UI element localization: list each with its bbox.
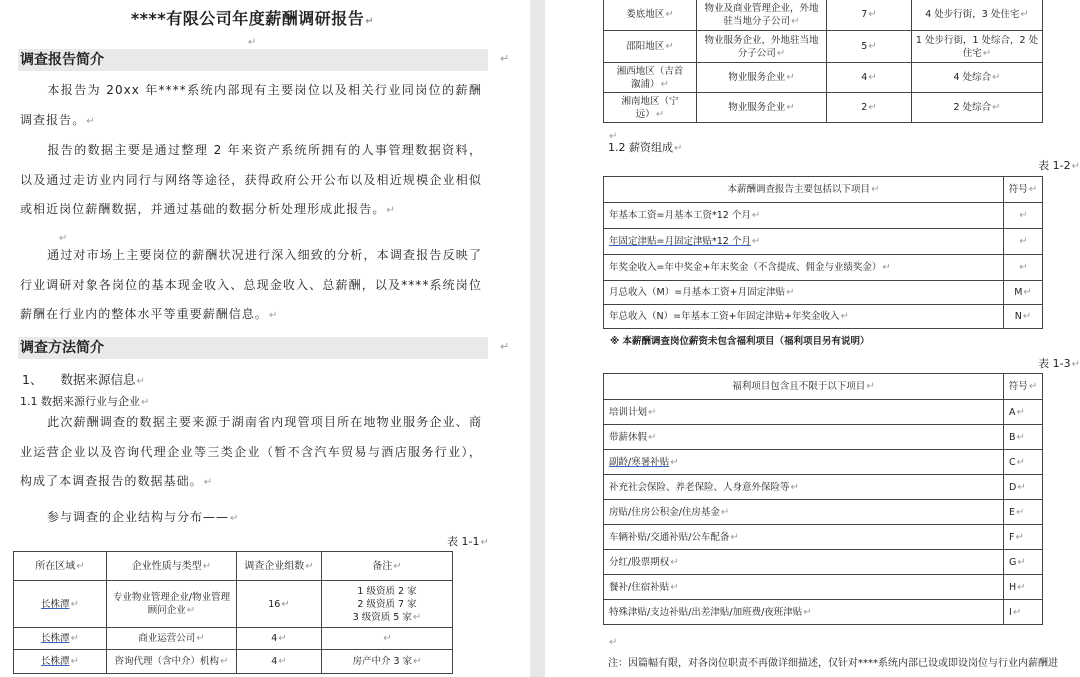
note-benefits-excluded: ※ 本薪酬调查岗位薪资未包含福利项目（福利项目另有说明）: [610, 336, 870, 347]
section-heading-intro: 调查报告简介: [18, 49, 488, 71]
table-row: 长株潭↵ 商业运营公司↵ 4↵ ↵: [14, 628, 453, 650]
table-row: 分红/股票期权↵ G↵: [604, 550, 1043, 575]
table-row: 月总收入（M）=月基本工资+月固定津贴↵ M↵: [604, 281, 1043, 305]
table-1-1-label: 表 1-1↵: [447, 535, 489, 548]
table-row: 娄底地区↵ 物业及商业管理企业，外地驻当地分子公司↵ 7↵ 4 处步行街，3 处住宅↵: [604, 0, 1043, 31]
section-heading-method: 调查方法简介: [18, 337, 488, 359]
subheading-1-1: 1.1 数据来源行业与企业↵: [20, 395, 150, 408]
table-row: 湘西地区（吉首溆浦）↵ 物业服务企业↵ 4↵ 4 处综合↵: [604, 63, 1043, 93]
table-row: 年总收入（N）=年基本工资+年固定津贴+年奖金收入↵ N↵: [604, 305, 1043, 329]
table-1-1-continued: [603, 0, 1043, 123]
table-header-row: 所在区域↵ 企业性质与类型↵ 调查企业组数↵ 备注↵: [14, 552, 453, 581]
table-row: 长株潭↵ 咨询代理（含中介）机构↵ 4↵ 房产中介 3 家↵: [14, 650, 453, 674]
table-row: 年固定津贴=月固定津贴*12 个月↵ ↵: [604, 229, 1043, 255]
table-header-row: 福利项目包含且不限于以下项目↵ 符号↵: [604, 374, 1043, 400]
paragraph-analysis: 通过对市场上主要岗位的薪酬状况进行深入细致的分析，本调查报告反映了行业调研对象各岗位的基本现金收入、总现金收入、总薪酬，以及****系统岗位薪酬在行业内的整体水平等重要薪酬信息。↵: [20, 248, 482, 321]
table-row: 带薪休假↵ B↵: [604, 425, 1043, 450]
table-1-2-label: 表 1-2↵: [1038, 159, 1080, 172]
table-row: 房贴/住房公积金/住房基金↵ E↵: [604, 500, 1043, 525]
paragraph-intro: 本报告为 20xx 年****系统内部现有主要岗位以及相关行业同岗位的薪酬调查报告。↵: [20, 83, 482, 127]
table-1-3: [603, 373, 1043, 625]
table-row: 特殊津贴/支边补贴/出差津贴/加班费/夜班津贴↵ I↵: [604, 600, 1043, 625]
table-row: 长株潭↵ 专业物业管理企业/物业管理顾问企业↵ 16↵ 1 级资质 2 家 2 级资质 7 家 3 级资质 5 家↵: [14, 581, 453, 628]
table-row: 补充社会保险、养老保险、人身意外保险等↵ D↵: [604, 475, 1043, 500]
table-header-row: 本薪酬调查报告主要包括以下项目↵ 符号↵: [604, 177, 1043, 203]
table-row: 年基本工资=月基本工资*12 个月↵ ↵: [604, 203, 1043, 229]
paragraph-industry: 此次薪酬调查的数据主要来源于湖南省内现管项目所在地物业服务企业、商业运营企业以及咨询代理企业等三类企业（暂不含汽车贸易与酒店服务行业），构成了本调查报告的数据基础。↵: [20, 415, 482, 488]
subheading-1-2: 1.2 薪资组成↵: [608, 141, 683, 154]
footnote-abbreviated: 注：因篇幅有限，对各岗位职责不再做详细描述，仅针对****系统内部已设或即设岗位与行业内薪酬进: [608, 658, 1058, 669]
table-row: 邵阳地区↵ 物业服务企业，外地驻当地分子公司↵ 5↵ 1 处步行街，1 处综合，2 处住宅↵: [604, 31, 1043, 63]
table-row: 餐补/住宿补贴↵ H↵: [604, 575, 1043, 600]
table-row: 培训计划↵ A↵: [604, 400, 1043, 425]
paragraph-structure: 参与调查的企业结构与分布——↵: [47, 510, 240, 524]
table-row: 副龄/寒暑补贴↵ C↵: [604, 450, 1043, 475]
table-1-1: [13, 551, 453, 674]
table-1-3-label: 表 1-3↵: [1038, 357, 1080, 370]
paragraph-data-source: 报告的数据主要是通过整理 2 年来资产系统所拥有的人事管理数据资料，以及通过走访业内同行与网络等途径，获得政府公开公布以及相近规模企业相似或相近岗位薪酬数据，并通过基础的数据分析处理形成此报告。↵: [20, 143, 482, 216]
table-1-2: [603, 176, 1043, 329]
table-row: 湘南地区（宁远）↵ 物业服务企业↵ 2↵ 2 处综合↵: [604, 93, 1043, 123]
table-row: 车辆补贴/交通补贴/公车配备↵ F↵: [604, 525, 1043, 550]
list-item-data-source: 1、 数据来源信息↵: [22, 372, 145, 387]
report-title: ****有限公司年度薪酬调研报告↵: [130, 9, 375, 28]
table-row: 年奖金收入=年中奖金+年末奖金（不含提成、佣金与业绩奖金）↵ ↵: [604, 255, 1043, 281]
document-page-left: ****有限公司年度薪酬调研报告↵ ↵ 调查报告简介 ↵ 本报告为 20xx 年****系统内部现有主要岗位以及相关行业同岗位的薪酬调查报告。↵ 报告的数据主要是通过整理 2 年来资产系统所拥有的人事管理数据资料，以及通过走访业内同行与网络等途径，获得政府公开公布以及相近规模企业相似或相近岗位薪酬数据，并通过基础的数据分析处理形成此报告。↵ ↵ 通过对市场上主要岗位的薪酬状况进行深入细致的分析，本调查报告反映了行业调研对象各岗位的基本现金收入、总现金收入、总薪酬，以及****系统岗位薪酬在行业内的整体水平等重要薪酬信息。↵ 调查方法简介 ↵ 1、 数据来源信息↵ 1.1 数据来源行业与企业↵ 此次薪酬调查的数据主要来源于湖南省内现管项目所在地物业服务企业、商业运营企业以及咨询代理企业等三类企业（暂不含汽车贸易与酒店服务行业），构成了本调查报告的数据基础。↵ 参与调查的企业结构与分布——↵ 表 1-1↵ 所在区域↵ 企业性质与类型↵ 调查企业组数↵ 备注↵ 长株潭↵ 专业物业管理企业/物业管理顾问企业↵ 16↵ 1 级资质 2 家 2 级资质 7 家 3 级资质 5 家↵ 长株潭↵ 商业运营公司↵ 4↵ ↵ 长株潭↵ 咨询代理（含中介）机构↵ 4↵ 房产中介 3 家↵: [0, 0, 530, 677]
document-page-right: 娄底地区↵ 物业及商业管理企业，外地驻当地分子公司↵ 7↵ 4 处步行街，3 处住宅↵ 邵阳地区↵ 物业服务企业，外地驻当地分子公司↵ 5↵ 1 处步行街，1 处综合，2 处住宅↵ 湘西地区（吉首溆浦）↵ 物业服务企业↵ 4↵ 4 处综合↵ 湘南地区（宁远）↵ 物业服务企业↵ 2↵ 2 处综合↵ ↵ 1.2 薪资组成↵ 表 1-2↵ 本薪酬调查报告主要包括以下项目↵ 符号↵ 年基本工资=月基本工资*12 个月↵ ↵ 年固定津贴=月固定津贴*12 个月↵ ↵ 年奖金收入=年中奖金+年末奖金（不含提成、佣金与业绩奖金）↵ ↵ 月总收入（M）=月基本工资+月固定津贴↵ M↵ 年总收入（N）=年基本工资+年固定津贴+年奖金收入↵ N↵ ※ 本薪酬调查岗位薪资未包含福利项目（福利项目另有说明） 表 1-3↵ 福利项目包含且不限于以下项目↵ 符号↵ 培训计划↵ A↵ 带薪休假↵ B↵ 副龄/寒暑补贴↵ C↵ 补充社会保险、养老保险、人身意外保险等↵ D↵ 房贴/住房公积金/住房基金↵ E↵ 车辆补贴/交通补贴/公车配备↵ F↵ 分红/股票期权↵ G↵ 餐补/住宿补贴↵ H↵ 特殊津贴/支边补贴/出差津贴/加班费/夜班津贴↵ I↵ ↵ 注：因篇幅有限，对各岗位职责不再做详细描述，仅针对****系统内部已设或即设岗位与行业内薪酬进: [545, 0, 1080, 677]
